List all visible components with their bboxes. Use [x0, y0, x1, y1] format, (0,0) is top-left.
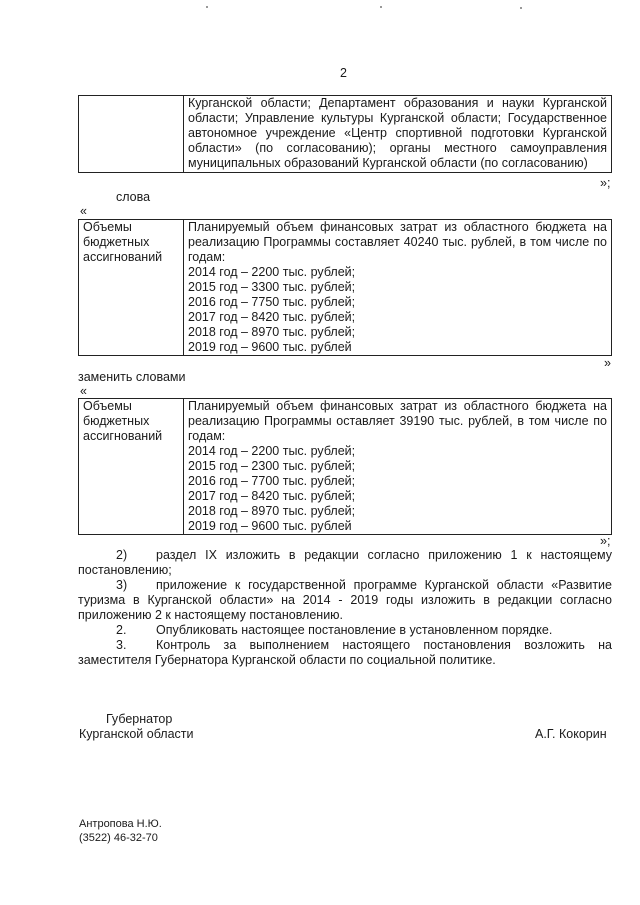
- year-line: 2018 год – 8970 тыс. рублей;: [188, 325, 356, 339]
- page-number: 2: [340, 66, 347, 80]
- label-line: ассигнований: [83, 250, 163, 264]
- year-line: 2015 год – 2300 тыс. рублей;: [188, 459, 356, 473]
- open-quote: «: [80, 384, 87, 398]
- item-number: 3.: [116, 638, 127, 652]
- contact-phone: (3522) 46-32-70: [79, 832, 158, 844]
- label-line: бюджетных: [83, 414, 150, 428]
- label-line: Объемы: [83, 399, 132, 413]
- item-text: приложение к государственной программе Курганской области «Развитие туризма в Курганской области» на 2014 - 2019 годы изложить в редакции согласно приложению 2 к настоящему постановлению.: [78, 578, 612, 622]
- item-text: Опубликовать настоящее постановление в установленном порядке.: [156, 623, 553, 637]
- year-line: 2016 год – 7700 тыс. рублей;: [188, 474, 356, 488]
- contact-name: Антропова Н.Ю.: [79, 818, 162, 830]
- old-budget-table: [78, 219, 612, 356]
- signature-title: Губернатор: [106, 712, 173, 726]
- close-quote: »;: [600, 534, 611, 548]
- year-line: 2019 год – 9600 тыс. рублей: [188, 340, 352, 354]
- year-line: 2014 год – 2200 тыс. рублей;: [188, 444, 356, 458]
- top-table: [78, 95, 612, 173]
- item-number: 2.: [116, 623, 127, 637]
- year-line: 2018 год – 8970 тыс. рублей;: [188, 504, 356, 518]
- year-line: 2017 год – 8420 тыс. рублей;: [188, 310, 356, 324]
- top-table-right-cell: Курганской области; Департамент образования и науки Курганской области; Управление культуры Курганской области; Государственное автономное учреждение «Центр спортивной подготовки Курганской области» (по согласованию); органы местного самоуправления муниципальных образований Курганской области (по согласованию): [184, 96, 612, 173]
- year-line: 2017 год – 8420 тыс. рублей;: [188, 489, 356, 503]
- item-text: раздел IX изложить в редакции согласно приложению 1 к настоящему постановлению;: [78, 548, 612, 577]
- label-line: ассигнований: [83, 429, 163, 443]
- close-quote: »;: [600, 176, 611, 190]
- new-budget-table: [78, 398, 612, 535]
- year-line: 2016 год – 7750 тыс. рублей;: [188, 295, 356, 309]
- replace-words: заменить словами: [78, 370, 186, 384]
- word-slova: слова: [116, 190, 151, 204]
- open-quote: «: [80, 204, 87, 218]
- old-table-label-cell: [79, 220, 184, 356]
- budget-intro: Планируемый объем финансовых затрат из областного бюджета на реализацию Программы составляет 40240 тыс. рублей, в том числе по годам:: [188, 220, 607, 264]
- scan-mark: [380, 6, 382, 8]
- close-quote: »: [604, 356, 611, 370]
- label-line: Объемы: [83, 220, 132, 234]
- new-table-content-cell: [184, 399, 612, 535]
- scan-mark: [520, 7, 522, 9]
- item-number: 3): [116, 578, 128, 592]
- signature-region: Курганской области: [79, 727, 194, 741]
- scan-mark: [206, 6, 208, 8]
- top-table-left-cell: [79, 96, 184, 173]
- item-text: Контроль за выполнением настоящего постановления возложить на заместителя Губернатора Курганской области по социальной политике.: [78, 638, 612, 667]
- new-table-label-cell: [79, 399, 184, 535]
- item-paragraph: [78, 548, 612, 578]
- signature-name: А.Г. Кокорин: [535, 727, 607, 741]
- item-paragraph: [78, 623, 612, 638]
- label-line: бюджетных: [83, 235, 150, 249]
- budget-intro: Планируемый объем финансовых затрат из областного бюджета на реализацию Программы оставляет 39190 тыс. рублей, в том числе по годам:: [188, 399, 607, 443]
- item-paragraph: [78, 638, 612, 668]
- item-paragraph: [78, 578, 612, 623]
- year-line: 2019 год – 9600 тыс. рублей: [188, 519, 352, 533]
- old-table-content-cell: [184, 220, 612, 356]
- item-number: 2): [116, 548, 128, 562]
- year-line: 2015 год – 3300 тыс. рублей;: [188, 280, 356, 294]
- year-line: 2014 год – 2200 тыс. рублей;: [188, 265, 356, 279]
